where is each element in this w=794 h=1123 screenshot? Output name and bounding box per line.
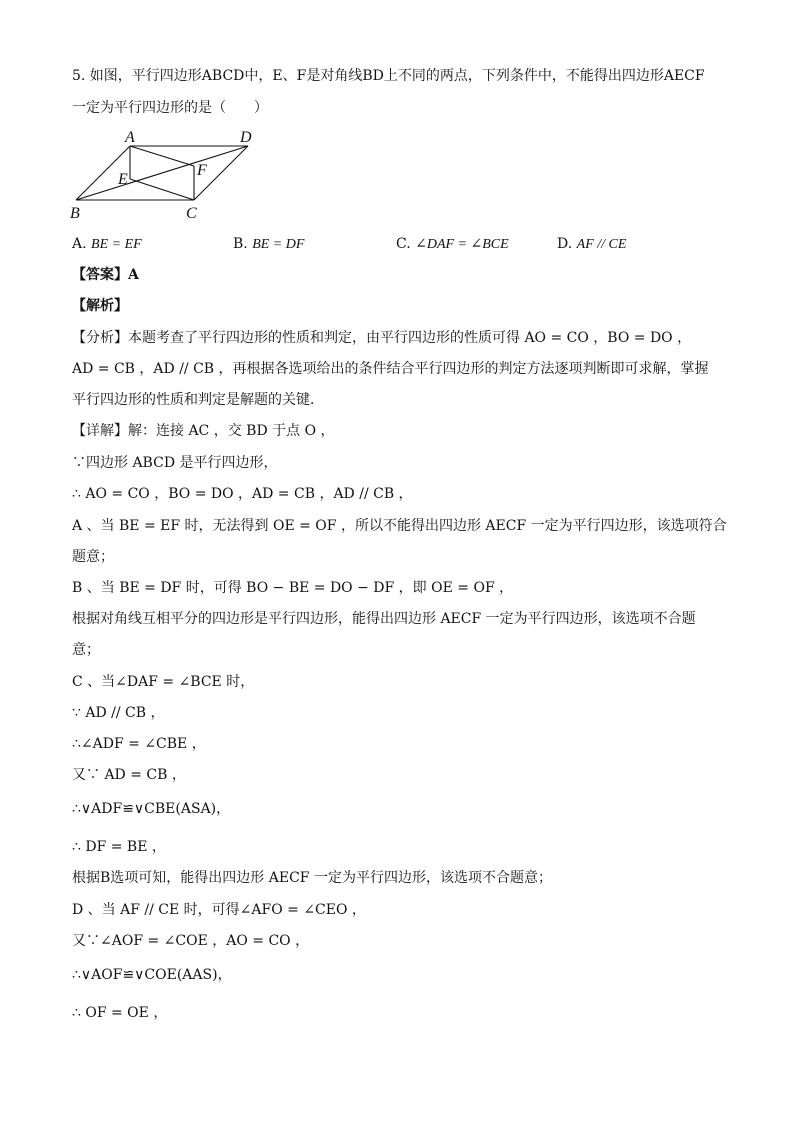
body-line-6: ∴ AO = CO ，BO = DO ，AD = CB ，AD // CB ， [72, 486, 413, 502]
body-line-21: ∴∨AOF≌∨COE(AAS)， [72, 967, 232, 983]
option-d-text: AF // CE [576, 237, 627, 252]
option-b-text: BE = DF [252, 237, 305, 252]
question-line-1: 5. 如图，平行四边形ABCD中，E、F是对角线BD上不同的两点，下列条件中，不能得出四边形AECF [72, 68, 705, 84]
option-a-text: BE = EF [91, 237, 142, 252]
body-line-19: D 、当 AF // CE 时，可得∠AFO = ∠CEO ， [72, 902, 366, 918]
body-line-10: 根据对角线互相平分的四边形是平行四边形，能得出四边形 AECF 一定为平行四边形，该选项不合题 [72, 611, 696, 627]
parallelogram-figure [66, 128, 266, 226]
body-line-2: AD = CB ，AD // CB ，再根据各选项给出的条件结合平行四边形的判定方法逐项判断即可求解，掌握 [72, 361, 709, 377]
segment-af [130, 146, 194, 166]
body-line-7: A 、当 BE = EF 时，无法得到 OE = OF ，所以不能得出四边形 AECF 一定为平行四边形，该选项符合 [72, 518, 727, 534]
option-c-key: C. [396, 236, 411, 252]
body-line-16: ∴∨ADF≌∨CBE(ASA)， [72, 801, 231, 817]
label-d: D [240, 129, 252, 146]
option-b-key: B. [233, 236, 248, 252]
option-d [557, 234, 626, 255]
body-line-11: 意； [72, 642, 100, 658]
option-d-key: D. [557, 236, 573, 252]
label-f: F [197, 162, 207, 179]
body-line-17: ∴ DF = BE ， [72, 839, 166, 855]
option-c [396, 234, 509, 255]
option-a-key: A. [72, 236, 87, 252]
option-b [233, 234, 304, 255]
body-line-9: B 、当 BE = DF 时，可得 BO − BE = DO − DF ，即 OE = OF ， [72, 580, 514, 596]
body-line-1: 【分析】本题考查了平行四边形的性质和判定，由平行四边形的性质可得 AO = CO ，BO = DO ， [72, 330, 692, 346]
body-line-14: ∴∠ADF = ∠CBE ， [72, 736, 206, 752]
body-line-3: 平行四边形的性质和判定是解题的关键． [72, 392, 324, 408]
label-c: C [186, 205, 197, 222]
label-b: B [70, 205, 80, 222]
body-line-12: C 、当∠DAF = ∠BCE 时， [72, 674, 255, 690]
answer-line: 【答案】A [72, 267, 139, 283]
body-line-18: 根据B选项可知，能得出四边形 AECF 一定为平行四边形，该选项不合题意； [72, 870, 552, 886]
body-line-20: 又∵∠AOF = ∠COE ，AO = CO ， [72, 933, 310, 949]
body-line-22: ∴ OF = OE ， [72, 1005, 168, 1021]
analysis-title: 【解析】 [72, 298, 128, 314]
option-a [72, 234, 142, 255]
body-line-15: 又∵ AD = CB ， [72, 767, 186, 783]
body-line-4: 【详解】解：连接 AC ，交 BD 于点 O ， [72, 423, 335, 439]
label-a: A [125, 129, 135, 146]
question-line-2: 一定为平行四边形的是（ ） [72, 100, 268, 116]
body-line-13: ∵ AD // CB ， [72, 705, 165, 721]
body-line-5: ∵四边形 ABCD 是平行四边形， [72, 455, 278, 471]
body-line-8: 题意； [72, 549, 114, 565]
segment-ce [130, 179, 194, 200]
option-c-text: ∠DAF = ∠BCE [415, 237, 509, 252]
label-e: E [118, 171, 128, 188]
diagonal-bd [76, 146, 248, 200]
